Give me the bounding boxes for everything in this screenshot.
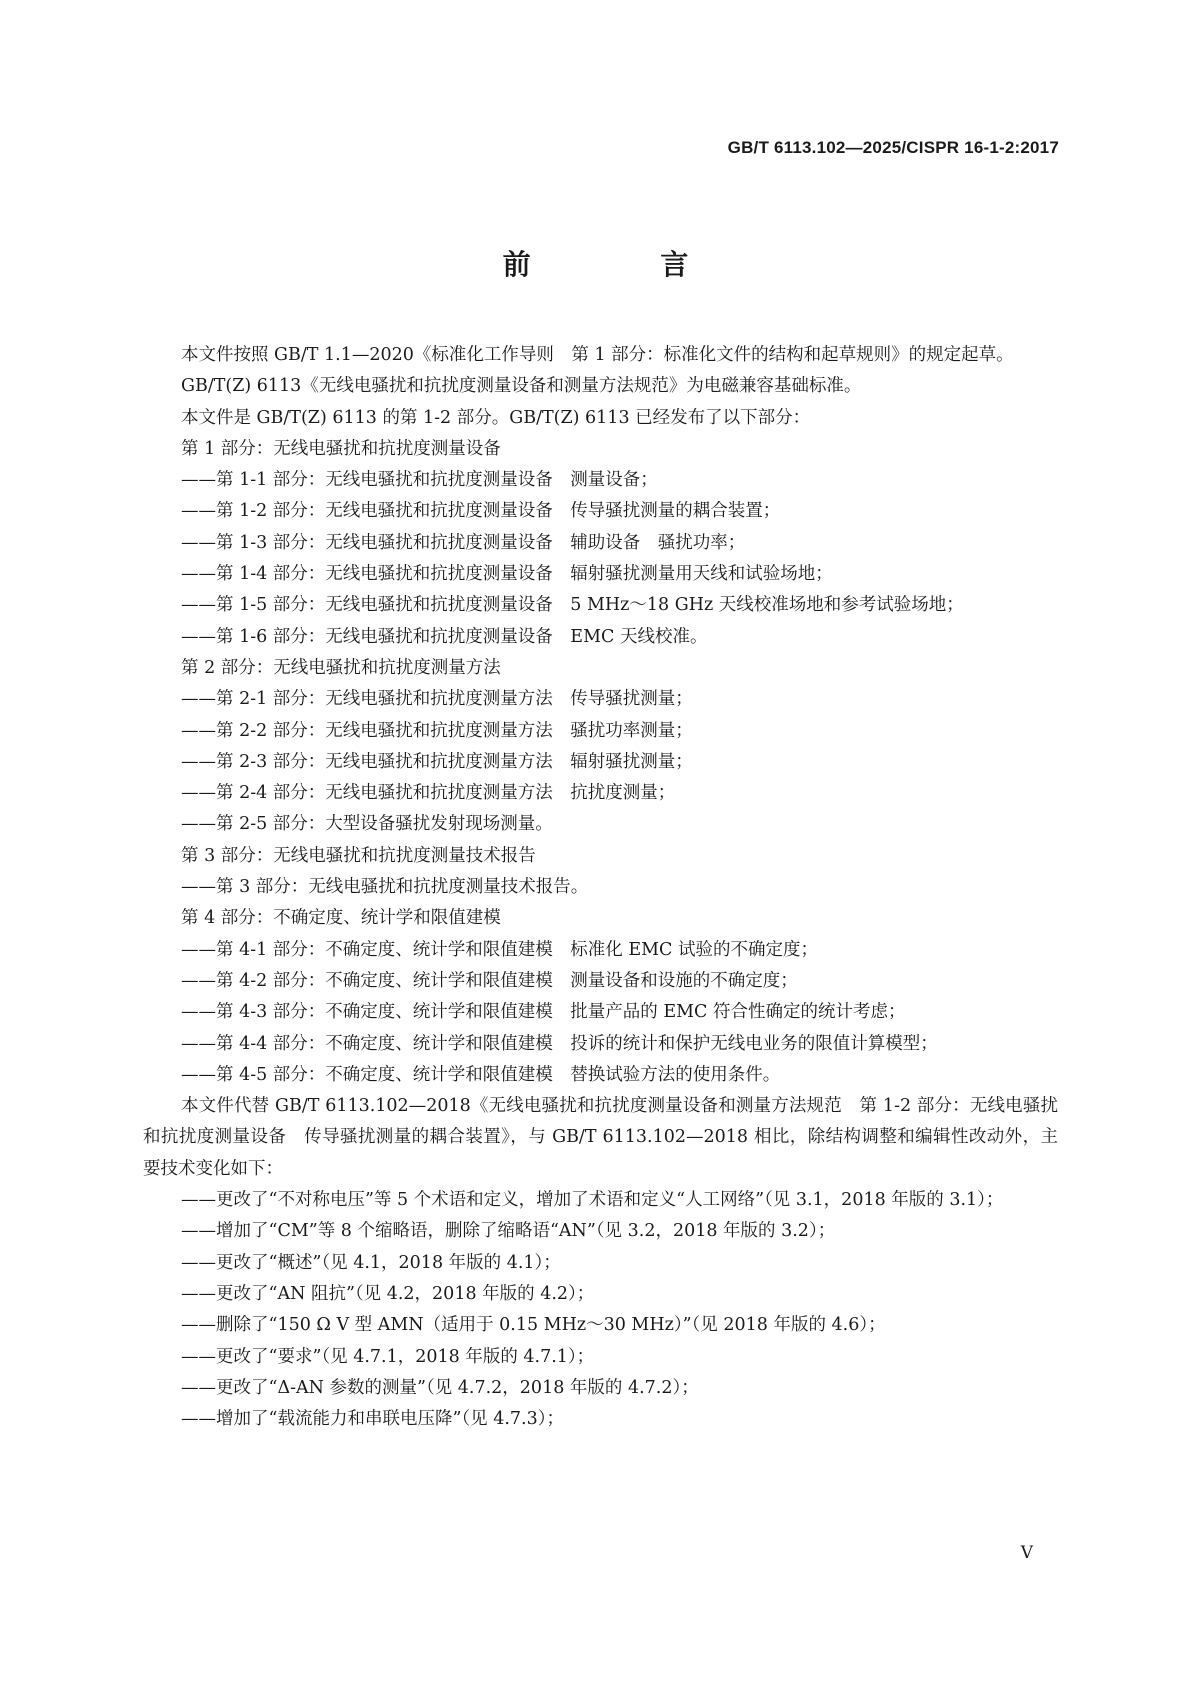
- list-item: ——增加了“CM”等 8 个缩略语，删除了缩略语“AN”（见 3.2，2018 年版的 3.2）；: [181, 1221, 836, 1242]
- list-item: ——第 2-2 部分：无线电骚扰和抗扰度测量方法 骚扰功率测量；: [181, 720, 693, 741]
- list-item: ——第 4-5 部分：不确定度、统计学和限值建模 替换试验方法的使用条件。: [181, 1064, 781, 1085]
- part-heading-4: 第 4 部分：不确定度、统计学和限值建模: [181, 908, 501, 929]
- page-number: V: [1020, 1543, 1033, 1563]
- list-item: ——第 4-2 部分：不确定度、统计学和限值建模 测量设备和设施的不确定度；: [181, 970, 798, 991]
- list-item: ——第 2-5 部分：大型设备骚扰发射现场测量。: [181, 814, 553, 835]
- list-item: ——第 2-4 部分：无线电骚扰和抗扰度测量方法 抗扰度测量；: [181, 783, 676, 804]
- list-item: ——第 1-3 部分：无线电骚扰和抗扰度测量设备 辅助设备 骚扰功率；: [181, 532, 746, 553]
- list-item: ——第 2-1 部分：无线电骚扰和抗扰度测量方法 传导骚扰测量；: [181, 689, 693, 710]
- page-title: 前 言: [502, 248, 749, 281]
- list-item: ——第 1-4 部分：无线电骚扰和抗扰度测量设备 辐射骚扰测量用天线和试验场地；: [181, 564, 833, 585]
- list-item: ——第 4-3 部分：不确定度、统计学和限值建模 批量产品的 EMC 符合性确定的统计考虑；: [181, 1002, 906, 1023]
- list-item: ——第 2-3 部分：无线电骚扰和抗扰度测量方法 辐射骚扰测量；: [181, 751, 693, 772]
- list-item: ——更改了“AN 阻抗”（见 4.2，2018 年版的 4.2）；: [181, 1283, 595, 1304]
- part-heading-3: 第 3 部分：无线电骚扰和抗扰度测量技术报告: [181, 845, 536, 866]
- list-item: ——增加了“载流能力和串联电压降”（见 4.7.3）；: [181, 1409, 564, 1430]
- paragraph-scope: 本文件按照 GB/T 1.1—2020《标准化工作导则 第 1 部分：标准化文件的结构和起草规则》的规定起草。: [181, 345, 1014, 365]
- list-item: ——更改了“不对称电压”等 5 个术语和定义，增加了术语和定义“人工网络”（见 3.1，2018 年版的 3.1）；: [181, 1190, 1004, 1211]
- list-item: ——第 4-1 部分：不确定度、统计学和限值建模 标准化 EMC 试验的不确定度；: [181, 939, 819, 960]
- list-item: ——第 1-1 部分：无线电骚扰和抗扰度测量设备 测量设备；: [181, 470, 658, 491]
- document-code-header: GB/T 6113.102—2025/CISPR 16-1-2:2017: [727, 138, 1059, 157]
- list-item: ——第 4-4 部分：不确定度、统计学和限值建模 投诉的统计和保护无线电业务的限值计算模型；: [181, 1033, 938, 1054]
- list-item: ——更改了“Δ-AN 参数的测量”（见 4.7.2，2018 年版的 4.7.2）；: [181, 1377, 699, 1398]
- part-heading-1: 第 1 部分：无线电骚扰和抗扰度测量设备: [181, 438, 501, 459]
- part-heading-2: 第 2 部分：无线电骚扰和抗扰度测量方法: [181, 657, 501, 678]
- paragraph-replacement: 本文件代替 GB/T 6113.102—2018《无线电骚扰和抗扰度测量设备和测量方法规范 第 1-2 部分：无线电骚扰和抗扰度测量设备 传导骚扰测量的耦合装置》，与 GB/T 6113.102—2018 相比，除结构调整和编辑性改动外，主要技术变化如下：: [143, 1096, 1058, 1179]
- document-body: [143, 340, 1058, 1435]
- list-item: ——更改了“概述”（见 4.1，2018 年版的 4.1）；: [181, 1252, 561, 1273]
- list-item: ——第 3 部分：无线电骚扰和抗扰度测量技术报告。: [181, 877, 589, 898]
- list-item: ——第 1-2 部分：无线电骚扰和抗扰度测量设备 传导骚扰测量的耦合装置；: [181, 501, 781, 522]
- list-item: ——删除了“150 Ω V 型 AMN（适用于 0.15 MHz～30 MHz）”（见 2018 年版的 4.6）；: [181, 1315, 886, 1336]
- paragraph-parts-intro: 本文件是 GB/T(Z) 6113 的第 1-2 部分。GB/T(Z) 6113 已经发布了以下部分：: [181, 407, 811, 428]
- paragraph-series-intro: GB/T(Z) 6113《无线电骚扰和抗扰度测量设备和测量方法规范》为电磁兼容基础标准。: [181, 376, 862, 397]
- list-item: ——更改了“要求”（见 4.7.1，2018 年版的 4.7.1）；: [181, 1346, 595, 1367]
- list-item: ——第 1-5 部分：无线电骚扰和抗扰度测量设备 5 MHz～18 GHz 天线校准场地和参考试验场地；: [181, 595, 964, 616]
- list-item: ——第 1-6 部分：无线电骚扰和抗扰度测量设备 EMC 天线校准。: [181, 626, 708, 647]
